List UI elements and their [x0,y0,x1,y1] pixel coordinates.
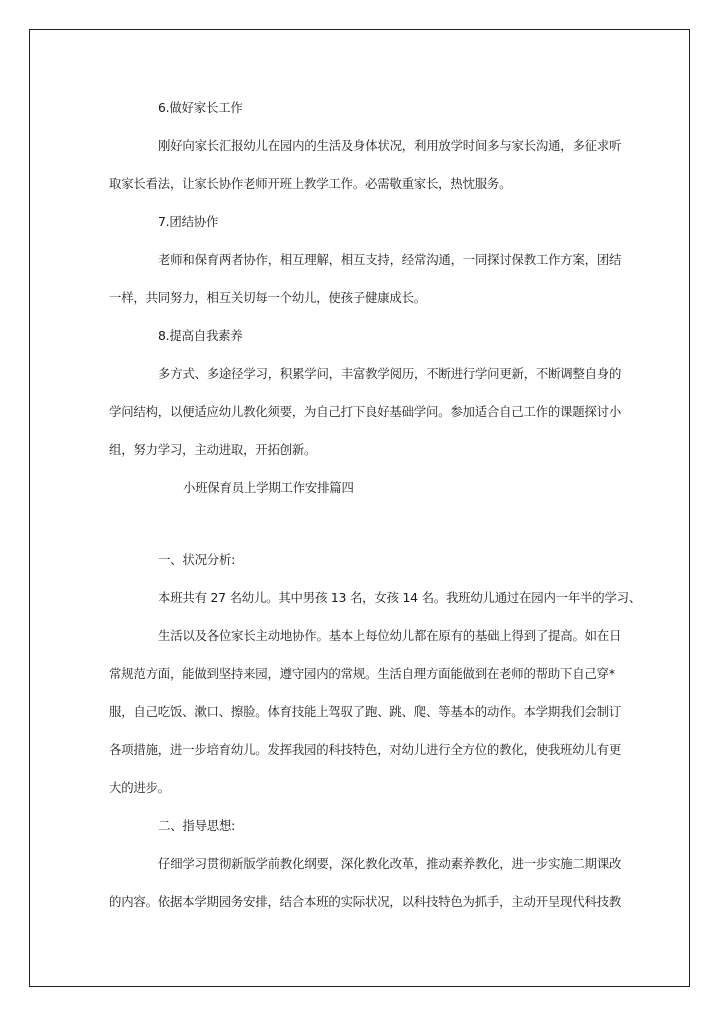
paragraph-line: 刚好向家长汇报幼儿在园内的生活及身体状况，利用放学时间多与家长沟通，多征求听 [158,138,622,153]
paragraph-line: 各项措施，进一步培育幼儿。发挥我园的科技特色，对幼儿进行全方位的教化，使我班幼儿有更 [109,742,622,757]
section-heading-7: 7.团结协作 [158,214,219,229]
paragraph-line: 大的进步。 [109,780,170,795]
paragraph-line: 组，努力学习，主动进取，开拓创新。 [109,442,317,457]
paragraph-line: 仔细学习贯彻新版学前教化纲要，深化教化改革，推动素养教化，进一步实施二期课改 [158,856,622,871]
section-heading-1: 一、状况分析: [158,552,236,567]
document-title: 小班保育员上学期工作安排篇四 [183,480,354,495]
paragraph-line: 常规范方面，能做到坚持来园，遵守园内的常规。生活自理方面能做到在老师的帮助下自己穿* [109,666,615,681]
paragraph-line: 一样，共同努力，相互关切每一个幼儿，使孩子健康成长。 [109,290,426,305]
document-page [29,29,690,987]
paragraph-line: 本班共有 27 名幼儿。其中男孩 13 名，女孩 14 名。我班幼儿通过在园内一年半的学习、 [158,590,642,605]
section-heading-6: 6.做好家长工作 [158,100,243,115]
paragraph-line: 学问结构，以便适应幼儿教化须要，为自己打下良好基础学问。参加适合自己工作的课题探讨小 [109,404,622,419]
paragraph-line: 服，自己吃饭、漱口、擦脸。体育技能上驾驭了跑、跳、爬、等基本的动作。本学期我们会制订 [109,704,622,719]
paragraph-line: 老师和保育两者协作，相互理解，相互支持，经常沟通，一同探讨保教工作方案，团结 [158,252,622,267]
paragraph-line: 取家长看法，让家长协作老师开班上教学工作。必需敬重家长，热忱服务。 [109,176,512,191]
paragraph-line: 的内容。依据本学期园务安排，结合本班的实际状况，以科技特色为抓手，主动开呈现代科技教 [109,894,622,909]
section-heading-2: 二、指导思想: [158,818,236,833]
paragraph-line: 多方式、多途径学习，积累学问，丰富教学阅历，不断进行学问更新，不断调整自身的 [158,366,622,381]
section-heading-8: 8.提高自我素养 [158,328,243,343]
paragraph-line: 生活以及各位家长主动地协作。基本上每位幼儿都在原有的基础上得到了提高。如在日 [158,628,622,643]
